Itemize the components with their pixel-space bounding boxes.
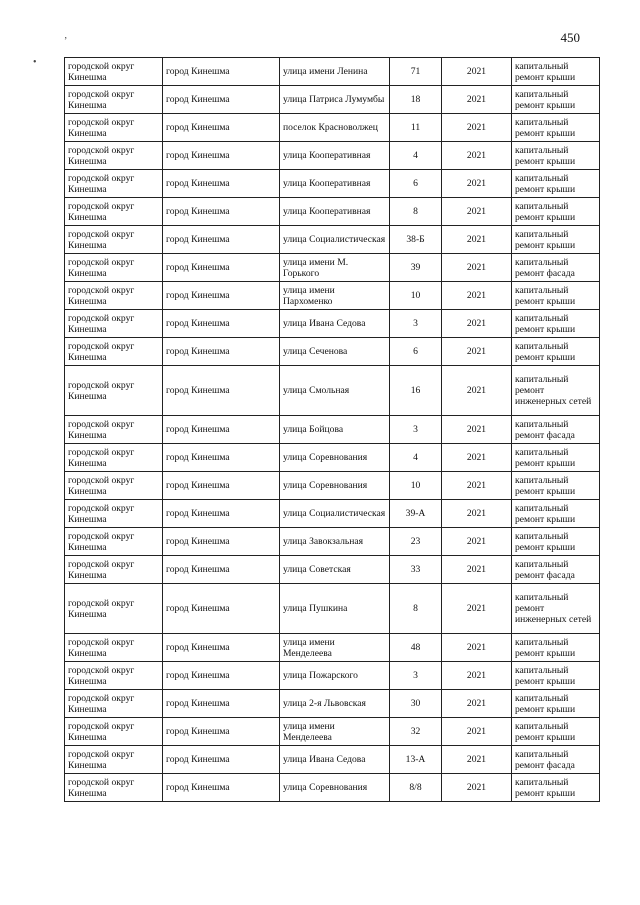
house-number-cell: 33 [390, 556, 442, 584]
district-cell: городской округ Кинешма [65, 416, 163, 444]
street-cell: улица Соревнования [280, 444, 390, 472]
district-cell: городской округ Кинешма [65, 528, 163, 556]
city-cell: город Кинешма [163, 366, 280, 416]
district-cell: городской округ Кинешма [65, 500, 163, 528]
street-cell: улица имени М. Горького [280, 254, 390, 282]
work-type-cell: капитальный ремонт крыши [512, 310, 600, 338]
work-type-cell: капитальный ремонт крыши [512, 662, 600, 690]
street-cell: улица Пушкина [280, 584, 390, 634]
work-type-cell: капитальный ремонт крыши [512, 338, 600, 366]
year-cell: 2021 [442, 634, 512, 662]
district-cell: городской округ Кинешма [65, 690, 163, 718]
city-cell: город Кинешма [163, 500, 280, 528]
work-type-cell: капитальный ремонт крыши [512, 142, 600, 170]
house-number-cell: 39 [390, 254, 442, 282]
table-row [65, 662, 600, 690]
table-row [65, 500, 600, 528]
district-cell: городской округ Кинешма [65, 472, 163, 500]
street-cell: улица Социалистическая [280, 500, 390, 528]
district-cell: городской округ Кинешма [65, 746, 163, 774]
work-type-cell: капитальный ремонт инженерных сетей [512, 366, 600, 416]
house-number-cell: 71 [390, 58, 442, 86]
work-type-cell: капитальный ремонт крыши [512, 774, 600, 802]
year-cell: 2021 [442, 584, 512, 634]
work-type-cell: капитальный ремонт крыши [512, 690, 600, 718]
district-cell: городской округ Кинешма [65, 114, 163, 142]
street-cell: улица Завокзальная [280, 528, 390, 556]
year-cell: 2021 [442, 254, 512, 282]
work-type-cell: капитальный ремонт крыши [512, 528, 600, 556]
street-cell: улица 2-я Львовская [280, 690, 390, 718]
year-cell: 2021 [442, 86, 512, 114]
house-number-cell: 4 [390, 444, 442, 472]
house-number-cell: 48 [390, 634, 442, 662]
work-type-cell: капитальный ремонт фасада [512, 416, 600, 444]
house-number-cell: 3 [390, 310, 442, 338]
year-cell: 2021 [442, 500, 512, 528]
year-cell: 2021 [442, 662, 512, 690]
year-cell: 2021 [442, 416, 512, 444]
street-cell: улица имени Пархоменко [280, 282, 390, 310]
work-type-cell: капитальный ремонт фасада [512, 254, 600, 282]
district-cell: городской округ Кинешма [65, 170, 163, 198]
district-cell: городской округ Кинешма [65, 662, 163, 690]
street-cell: улица Кооперативная [280, 142, 390, 170]
house-number-cell: 13-А [390, 746, 442, 774]
city-cell: город Кинешма [163, 142, 280, 170]
table-row [65, 170, 600, 198]
work-type-cell: капитальный ремонт крыши [512, 114, 600, 142]
year-cell: 2021 [442, 690, 512, 718]
city-cell: город Кинешма [163, 58, 280, 86]
table-row [65, 282, 600, 310]
district-cell: городской округ Кинешма [65, 718, 163, 746]
city-cell: город Кинешма [163, 86, 280, 114]
tick-mark: ‚ [64, 30, 68, 41]
registry-body [65, 58, 600, 802]
year-cell: 2021 [442, 58, 512, 86]
street-cell: улица Ивана Седова [280, 746, 390, 774]
street-cell: поселок Красноволжец [280, 114, 390, 142]
work-type-cell: капитальный ремонт крыши [512, 58, 600, 86]
district-cell: городской округ Кинешма [65, 556, 163, 584]
city-cell: город Кинешма [163, 634, 280, 662]
table-row [65, 198, 600, 226]
district-cell: городской округ Кинешма [65, 254, 163, 282]
street-cell: улица имени Менделеева [280, 634, 390, 662]
house-number-cell: 8 [390, 584, 442, 634]
street-cell: улица Советская [280, 556, 390, 584]
district-cell: городской округ Кинешма [65, 774, 163, 802]
work-type-cell: капитальный ремонт крыши [512, 472, 600, 500]
table-row [65, 690, 600, 718]
street-cell: улица Кооперативная [280, 198, 390, 226]
district-cell: городской округ Кинешма [65, 58, 163, 86]
table-row [65, 226, 600, 254]
district-cell: городской округ Кинешма [65, 198, 163, 226]
house-number-cell: 3 [390, 662, 442, 690]
city-cell: город Кинешма [163, 584, 280, 634]
year-cell: 2021 [442, 746, 512, 774]
street-cell: улица Кооперативная [280, 170, 390, 198]
street-cell: улица имени Ленина [280, 58, 390, 86]
house-number-cell: 30 [390, 690, 442, 718]
year-cell: 2021 [442, 226, 512, 254]
district-cell: городской округ Кинешма [65, 366, 163, 416]
year-cell: 2021 [442, 170, 512, 198]
work-type-cell: капитальный ремонт крыши [512, 500, 600, 528]
house-number-cell: 11 [390, 114, 442, 142]
table-row [65, 556, 600, 584]
district-cell: городской округ Кинешма [65, 86, 163, 114]
city-cell: город Кинешма [163, 198, 280, 226]
table-row [65, 528, 600, 556]
city-cell: город Кинешма [163, 774, 280, 802]
street-cell: улица Ивана Седова [280, 310, 390, 338]
table-row [65, 338, 600, 366]
table-row [65, 472, 600, 500]
city-cell: город Кинешма [163, 662, 280, 690]
street-cell: улица Соревнования [280, 472, 390, 500]
table-row [65, 444, 600, 472]
city-cell: город Кинешма [163, 472, 280, 500]
table-row [65, 142, 600, 170]
house-number-cell: 16 [390, 366, 442, 416]
year-cell: 2021 [442, 472, 512, 500]
city-cell: город Кинешма [163, 170, 280, 198]
house-number-cell: 4 [390, 142, 442, 170]
street-cell: улица Пожарского [280, 662, 390, 690]
year-cell: 2021 [442, 114, 512, 142]
work-type-cell: капитальный ремонт инженерных сетей [512, 584, 600, 634]
table-row [65, 310, 600, 338]
district-cell: городской округ Кинешма [65, 634, 163, 662]
table-row [65, 584, 600, 634]
city-cell: город Кинешма [163, 746, 280, 774]
city-cell: город Кинешма [163, 338, 280, 366]
year-cell: 2021 [442, 718, 512, 746]
year-cell: 2021 [442, 198, 512, 226]
work-type-cell: капитальный ремонт крыши [512, 198, 600, 226]
work-type-cell: капитальный ремонт крыши [512, 170, 600, 198]
street-cell: улица Социалистическая [280, 226, 390, 254]
work-type-cell: капитальный ремонт крыши [512, 718, 600, 746]
district-cell: городской округ Кинешма [65, 142, 163, 170]
table-row [65, 366, 600, 416]
work-type-cell: капитальный ремонт крыши [512, 226, 600, 254]
house-number-cell: 18 [390, 86, 442, 114]
house-number-cell: 6 [390, 170, 442, 198]
year-cell: 2021 [442, 310, 512, 338]
city-cell: город Кинешма [163, 114, 280, 142]
street-cell: улица Смольная [280, 366, 390, 416]
district-cell: городской округ Кинешма [65, 282, 163, 310]
street-cell: улица Соревнования [280, 774, 390, 802]
table-row [65, 718, 600, 746]
work-type-cell: капитальный ремонт крыши [512, 634, 600, 662]
year-cell: 2021 [442, 142, 512, 170]
district-cell: городской округ Кинешма [65, 310, 163, 338]
district-cell: городской округ Кинешма [65, 444, 163, 472]
table-row [65, 634, 600, 662]
city-cell: город Кинешма [163, 718, 280, 746]
city-cell: город Кинешма [163, 556, 280, 584]
house-number-cell: 39-А [390, 500, 442, 528]
city-cell: город Кинешма [163, 416, 280, 444]
house-number-cell: 10 [390, 472, 442, 500]
house-number-cell: 8/8 [390, 774, 442, 802]
corner-mark: • [33, 57, 37, 68]
street-cell: улица имени Менделеева [280, 718, 390, 746]
district-cell: городской округ Кинешма [65, 584, 163, 634]
work-type-cell: капитальный ремонт крыши [512, 86, 600, 114]
city-cell: город Кинешма [163, 254, 280, 282]
house-number-cell: 23 [390, 528, 442, 556]
district-cell: городской округ Кинешма [65, 338, 163, 366]
year-cell: 2021 [442, 528, 512, 556]
city-cell: город Кинешма [163, 226, 280, 254]
city-cell: город Кинешма [163, 282, 280, 310]
year-cell: 2021 [442, 338, 512, 366]
registry-table [64, 57, 600, 802]
table-row [65, 774, 600, 802]
work-type-cell: капитальный ремонт фасада [512, 556, 600, 584]
year-cell: 2021 [442, 282, 512, 310]
house-number-cell: 3 [390, 416, 442, 444]
street-cell: улица Патриса Лумумбы [280, 86, 390, 114]
year-cell: 2021 [442, 774, 512, 802]
city-cell: город Кинешма [163, 528, 280, 556]
house-number-cell: 32 [390, 718, 442, 746]
table-row [65, 86, 600, 114]
house-number-cell: 8 [390, 198, 442, 226]
work-type-cell: капитальный ремонт фасада [512, 746, 600, 774]
table-row [65, 114, 600, 142]
year-cell: 2021 [442, 556, 512, 584]
street-cell: улица Бойцова [280, 416, 390, 444]
city-cell: город Кинешма [163, 444, 280, 472]
house-number-cell: 10 [390, 282, 442, 310]
street-cell: улица Сеченова [280, 338, 390, 366]
year-cell: 2021 [442, 444, 512, 472]
table-row [65, 58, 600, 86]
house-number-cell: 38-Б [390, 226, 442, 254]
year-cell: 2021 [442, 366, 512, 416]
table-row [65, 746, 600, 774]
house-number-cell: 6 [390, 338, 442, 366]
district-cell: городской округ Кинешма [65, 226, 163, 254]
city-cell: город Кинешма [163, 310, 280, 338]
table-row [65, 416, 600, 444]
work-type-cell: капитальный ремонт крыши [512, 282, 600, 310]
table-row [65, 254, 600, 282]
city-cell: город Кинешма [163, 690, 280, 718]
page-number: 450 [560, 30, 580, 45]
work-type-cell: капитальный ремонт крыши [512, 444, 600, 472]
